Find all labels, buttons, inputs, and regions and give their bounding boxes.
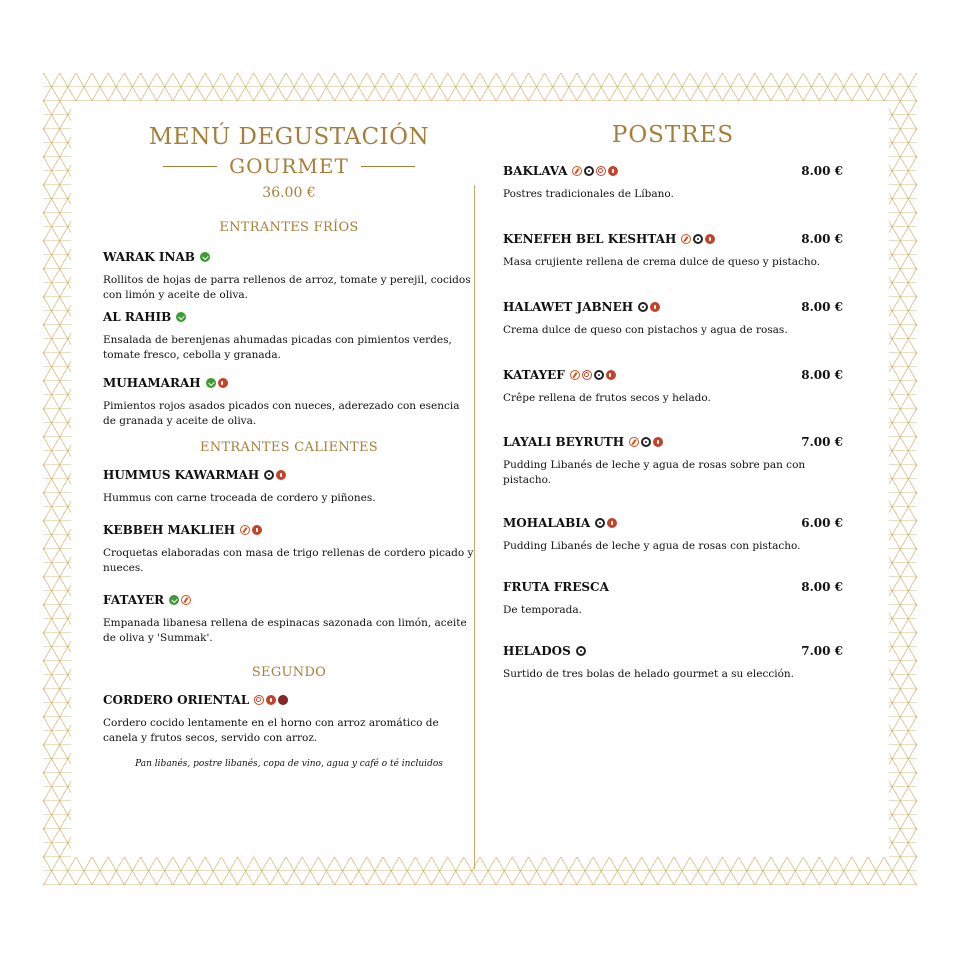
menu-title: MENÚ DEGUSTACIÓN: [148, 124, 430, 150]
milk-icon: [641, 437, 651, 447]
vegetarian-icon: [169, 595, 179, 605]
nuts-icon: [650, 302, 660, 312]
dish-header: [103, 467, 475, 483]
dish-description: Pudding Libanés de leche y agua de rosas sobre pan con pistacho.: [503, 459, 806, 486]
dish-price: 8.00 €: [801, 232, 843, 246]
dish-name: HALAWET JABNEH: [503, 300, 634, 314]
dish-description: Croquetas elaboradas con masa de trigo rellenas de cordero picado y nueces.: [103, 547, 474, 574]
divider-line: [361, 166, 415, 167]
dish-header: [103, 692, 475, 708]
allergen-icons: [206, 378, 228, 388]
gluten-icon: [181, 595, 191, 605]
dish-price: 8.00 €: [801, 300, 843, 314]
allergen-icons: [576, 646, 586, 656]
gluten-icon: [240, 525, 250, 535]
dish-name: MUHAMARAH: [103, 376, 201, 390]
dish-header: [503, 434, 843, 450]
allergen-icons: [595, 518, 617, 528]
nuts-icon: [252, 525, 262, 535]
gluten-icon: [629, 437, 639, 447]
divider-line: [163, 166, 217, 167]
dish-fatayer: [103, 592, 475, 646]
nuts-icon: [276, 470, 286, 480]
allergen-icons: [264, 470, 286, 480]
dessert-kenefeh-bel-keshtah: [503, 231, 843, 270]
nuts-icon: [653, 437, 663, 447]
dish-header: [503, 515, 843, 531]
dish-header: [103, 375, 475, 391]
allergen-icons: [169, 595, 191, 605]
dish-header: [503, 643, 843, 659]
dish-kebbeh-maklieh: [103, 522, 475, 576]
dish-description: Hummus con carne troceada de cordero y piñones.: [103, 492, 376, 504]
dish-price: 8.00 €: [801, 368, 843, 382]
dish-header: [503, 579, 843, 595]
nuts-icon: [606, 370, 616, 380]
dish-name: BAKLAVA: [503, 164, 568, 178]
vegetarian-icon: [200, 252, 210, 262]
dish-header: [503, 299, 843, 315]
milk-icon: [638, 302, 648, 312]
dish-header: [103, 592, 475, 608]
allergen-icons: [629, 437, 663, 447]
dish-description: Empanada libanesa rellena de espinacas sazonada con limón, aceite de oliva y 'Summak'.: [103, 617, 467, 644]
allergen-icons: [570, 370, 616, 380]
dish-price: 8.00 €: [801, 164, 843, 178]
milk-icon: [693, 234, 703, 244]
menu-subtitle: GOURMET: [229, 154, 349, 178]
milk-icon: [264, 470, 274, 480]
dish-muhamarah: [103, 375, 475, 429]
desserts-column: [503, 101, 843, 680]
dish-name: HUMMUS KAWARMAH: [103, 468, 260, 482]
dessert-fruta-fresca: [503, 579, 843, 618]
allergen-icons: [200, 252, 210, 262]
dessert-katayef: [503, 367, 843, 406]
section-entrantes-calientes: ENTRANTES CALIENTES: [199, 440, 379, 455]
allergen-icons: [254, 695, 288, 705]
dish-description: Ensalada de berenjenas ahumadas picadas con pimientos verdes, tomate fresco, cebolla y granada.: [103, 334, 452, 361]
allergen-icons: [176, 312, 186, 322]
column-divider: [474, 185, 475, 869]
section-segundo: SEGUNDO: [251, 665, 327, 680]
dish-hummus-kawarmah: [103, 467, 475, 506]
desserts-title: POSTRES: [611, 122, 735, 148]
dish-description: Crêpe rellena de frutos secos y helado.: [503, 392, 711, 404]
dish-name: KEBBEH MAKLIEH: [103, 523, 236, 537]
dish-price: 6.00 €: [801, 516, 843, 530]
section-entrantes-frios: ENTRANTES FRÍOS: [219, 220, 359, 235]
dessert-halawet-jabneh: [503, 299, 843, 338]
dish-cordero-oriental: [103, 692, 475, 746]
allergen-icons: [240, 525, 262, 535]
dish-name: CORDERO ORIENTAL: [103, 693, 250, 707]
subtitle-row: [103, 153, 475, 179]
egg-icon: [582, 370, 592, 380]
dish-description: Rollitos de hojas de parra rellenos de arroz, tomate y perejil, cocidos con limón y aceite de oliva.: [103, 274, 471, 301]
dish-name: WARAK INAB: [103, 250, 195, 264]
allergen-icons: [572, 166, 618, 176]
dish-header: [103, 522, 475, 538]
nuts-icon: [266, 695, 276, 705]
dish-name: AL RAHIB: [103, 310, 172, 324]
dish-name: KATAYEF: [503, 368, 565, 382]
nuts-icon: [218, 378, 228, 388]
dish-name: FRUTA FRESCA: [503, 580, 609, 594]
egg-icon: [254, 695, 264, 705]
dish-description: Masa crujiente rellena de crema dulce de queso y pistacho.: [503, 256, 821, 268]
tasting-menu-column: [103, 101, 475, 770]
gluten-icon: [681, 234, 691, 244]
nuts-icon: [607, 518, 617, 528]
milk-icon: [594, 370, 604, 380]
dish-header: [103, 249, 475, 265]
vegetarian-icon: [206, 378, 216, 388]
dish-name: MOHALABIA: [503, 516, 591, 530]
dish-warak-inab: [103, 249, 475, 303]
dish-al-rahib: [103, 309, 475, 363]
gluten-icon: [570, 370, 580, 380]
dish-description: Crema dulce de queso con pistachos y agua de rosas.: [503, 324, 788, 336]
nuts-icon: [705, 234, 715, 244]
dish-description: Pudding Libanés de leche y agua de rosas con pistacho.: [503, 540, 801, 552]
allergen-icons: [681, 234, 715, 244]
dish-header: [503, 163, 843, 179]
menu-inner: [71, 101, 889, 857]
nuts-icon: [608, 166, 618, 176]
dessert-helados: [503, 643, 843, 682]
menu-card: [43, 73, 917, 885]
dessert-layali-beyruth: [503, 434, 843, 488]
dish-price: 8.00 €: [801, 580, 843, 594]
included-footnote: Pan libanés, postre libanés, copa de vino, agua y café o té incluidos: [135, 759, 443, 769]
menu-price: 36.00 €: [262, 185, 316, 201]
dish-description: Postres tradicionales de Líbano.: [503, 188, 674, 200]
meat-icon: [278, 695, 288, 705]
dish-description: Surtido de tres bolas de helado gourmet a su elección.: [503, 668, 794, 680]
vegetarian-icon: [176, 312, 186, 322]
dish-header: [503, 367, 843, 383]
milk-icon: [584, 166, 594, 176]
gluten-icon: [572, 166, 582, 176]
dish-header: [103, 309, 475, 325]
dish-description: Cordero cocido lentamente en el horno con arroz aromático de canela y frutos secos, servido con arroz.: [103, 717, 439, 744]
dish-header: [503, 231, 843, 247]
dish-name: LAYALI BEYRUTH: [503, 435, 625, 449]
dessert-baklava: [503, 163, 843, 202]
allergen-icons: [638, 302, 660, 312]
dish-name: FATAYER: [103, 593, 165, 607]
dessert-mohalabia: [503, 515, 843, 554]
milk-icon: [595, 518, 605, 528]
dish-name: HELADOS: [503, 644, 571, 658]
dish-description: De temporada.: [503, 604, 583, 616]
egg-icon: [596, 166, 606, 176]
dish-description: Pimientos rojos asados picados con nueces, aderezado con esencia de granada y aceite de oliva.: [103, 400, 460, 427]
dish-name: KENEFEH BEL KESHTAH: [503, 232, 677, 246]
milk-icon: [576, 646, 586, 656]
dish-price: 7.00 €: [801, 435, 843, 449]
dish-price: 7.00 €: [801, 644, 843, 658]
